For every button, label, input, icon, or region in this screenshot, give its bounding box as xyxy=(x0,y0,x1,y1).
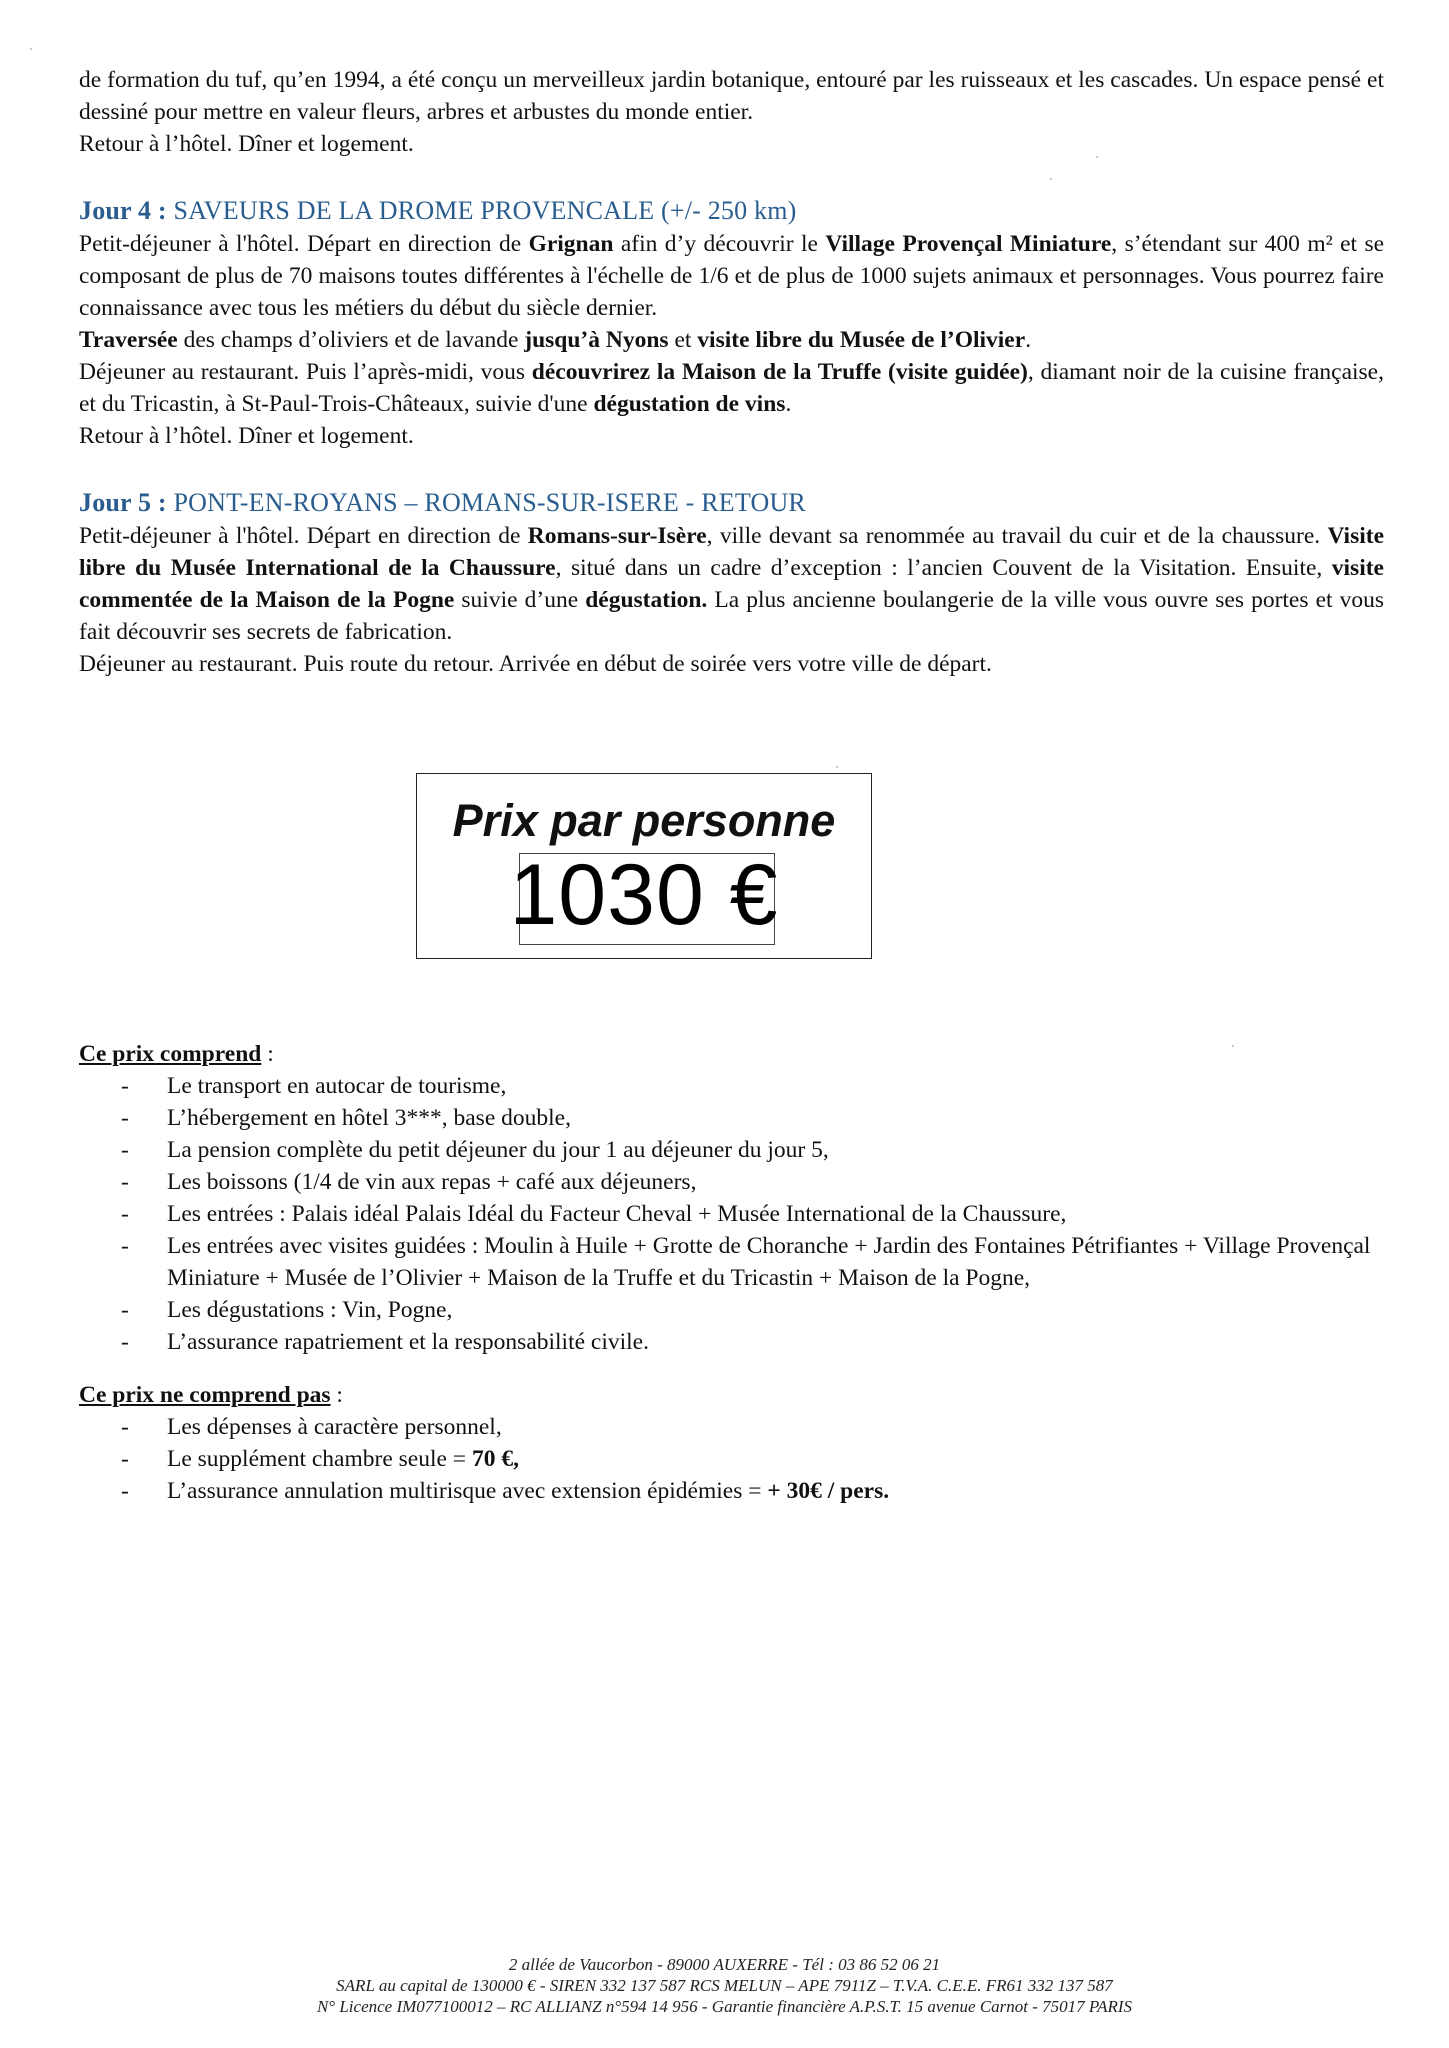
scan-speck xyxy=(1096,156,1098,158)
price-label: Prix par personne xyxy=(452,795,836,846)
excludes-title: Ce prix ne comprend pas xyxy=(79,1382,331,1408)
day4-return-line: Retour à l’hôtel. Dîner et logement. xyxy=(79,423,414,449)
includes-item: - Les boissons (1/4 de vin aux repas + café aux déjeuners, xyxy=(79,1166,1384,1198)
includes-item: - Les dégustations : Vin, Pogne, xyxy=(79,1294,1384,1326)
day4-title xyxy=(79,194,1384,228)
day4-paragraph-1: Petit-déjeuner à l'hôtel. Départ en direction de Grignan afin d’y découvrir le Village Provençal Miniature, s’étendant sur 400 m² et se composant de plus de 70 maisons toutes différentes à l'échelle de 1/6 et de plus de 1000 sujets animaux et personnages. Vous pourrez faire connaissance avec tous les métiers du début du siècle dernier. xyxy=(79,231,1385,321)
includes-section xyxy=(79,1038,1384,1358)
includes-title: Ce prix comprend xyxy=(79,1041,262,1067)
intro-paragraph: de formation du tuf, qu’en 1994, a été conçu un merveilleux jardin botanique, entouré par les ruisseaux et les cascades. Un espace pensé et dessiné pour mettre en valeur fleurs, arbres et arbustes du monde entier. xyxy=(79,67,1384,125)
day4-title-text: SAVEURS DE LA DROME PROVENCALE (+/- 250 km) xyxy=(173,196,797,225)
footer-address: 2 allée de Vaucorbon - 89000 AUXERRE - Tél : 03 86 52 06 21 xyxy=(508,1955,941,1974)
includes-item: - La pension complète du petit déjeuner du jour 1 au déjeuner du jour 5, xyxy=(79,1134,1384,1166)
footer-legal: SARL au capital de 130000 € - SIREN 332 137 587 RCS MELUN – APE 7911Z – T.V.A. C.E.E. FR61 332 137 587 xyxy=(336,1976,1113,1995)
day5-title-text: PONT-EN-ROYANS – ROMANS-SUR-ISERE - RETOUR xyxy=(173,488,806,517)
day4-label: Jour 4 : xyxy=(79,196,167,225)
includes-heading: Ce prix comprend : xyxy=(79,1041,274,1067)
excludes-section xyxy=(79,1379,1384,1507)
price-value: 1030 € xyxy=(509,847,779,943)
includes-item: - L’assurance rapatriement et la responsabilité civile. xyxy=(79,1326,1384,1358)
day5-title xyxy=(79,486,1384,520)
excludes-item: - Le supplément chambre seule = 70 €, xyxy=(79,1443,1384,1475)
excludes-item: - L’assurance annulation multirisque avec extension épidémies = + 30€ / pers. xyxy=(79,1475,1384,1507)
day4-section xyxy=(79,194,1384,452)
excludes-heading: Ce prix ne comprend pas : xyxy=(79,1382,343,1408)
includes-item: - Les entrées avec visites guidées : Moulin à Huile + Grotte de Choranche + Jardin des Fontaines Pétrifiantes + Village Provençal Miniature + Musée de l’Olivier + Maison de la Truffe et du Tricastin + Maison de la Pogne, xyxy=(79,1230,1384,1294)
day4-paragraph-3: Déjeuner au restaurant. Puis l’après-midi, vous découvrirez la Maison de la Truffe (visite guidée), diamant noir de la cuisine française, et du Tricastin, à St-Paul-Trois-Châteaux, suivie d'une dégustation de vins. xyxy=(79,359,1384,417)
excludes-item: - Les dépenses à caractère personnel, xyxy=(79,1411,1384,1443)
intro-return-line: Retour à l’hôtel. Dîner et logement. xyxy=(79,131,414,157)
price-box xyxy=(416,773,872,959)
excludes-list xyxy=(79,1411,1384,1507)
footer-license: N° Licence IM077100012 – RC ALLIANZ n°594 14 956 - Garantie financière A.P.S.T. 15 avenue Carnot - 75017 PARIS xyxy=(316,1997,1133,2016)
day5-label: Jour 5 : xyxy=(79,488,167,517)
day4-paragraph-2: Traversée des champs d’oliviers et de lavande jusqu’à Nyons et visite libre du Musée de l’Olivier. xyxy=(79,327,1032,353)
scan-speck xyxy=(30,48,32,50)
intro-section xyxy=(79,64,1384,160)
day5-section xyxy=(79,486,1384,680)
day5-paragraph-1: Petit-déjeuner à l'hôtel. Départ en direction de Romans-sur-Isère, ville devant sa renommée au travail du cuir et de la chaussure. Visite libre du Musée International de la Chaussure, situé dans un cadre d’exception : l’ancien Couvent de la Visitation. Ensuite, visite commentée de la Maison de la Pogne suivie d’une dégustation. La plus ancienne boulangerie de la ville vous ouvre ses portes et vous fait découvrir ses secrets de fabrication. xyxy=(79,523,1385,645)
scan-speck xyxy=(836,766,838,768)
includes-item: - Les entrées : Palais idéal Palais Idéal du Facteur Cheval + Musée International de la Chaussure, xyxy=(79,1198,1384,1230)
day5-paragraph-2: Déjeuner au restaurant. Puis route du retour. Arrivée en début de soirée vers votre ville de départ. xyxy=(79,651,992,677)
includes-item: - L’hébergement en hôtel 3***, base double, xyxy=(79,1102,1384,1134)
company-footer xyxy=(0,1954,1449,2017)
includes-list xyxy=(79,1070,1384,1358)
scan-speck xyxy=(1050,178,1052,180)
includes-item: - Le transport en autocar de tourisme, xyxy=(79,1070,1384,1102)
scan-speck xyxy=(1232,1045,1234,1047)
